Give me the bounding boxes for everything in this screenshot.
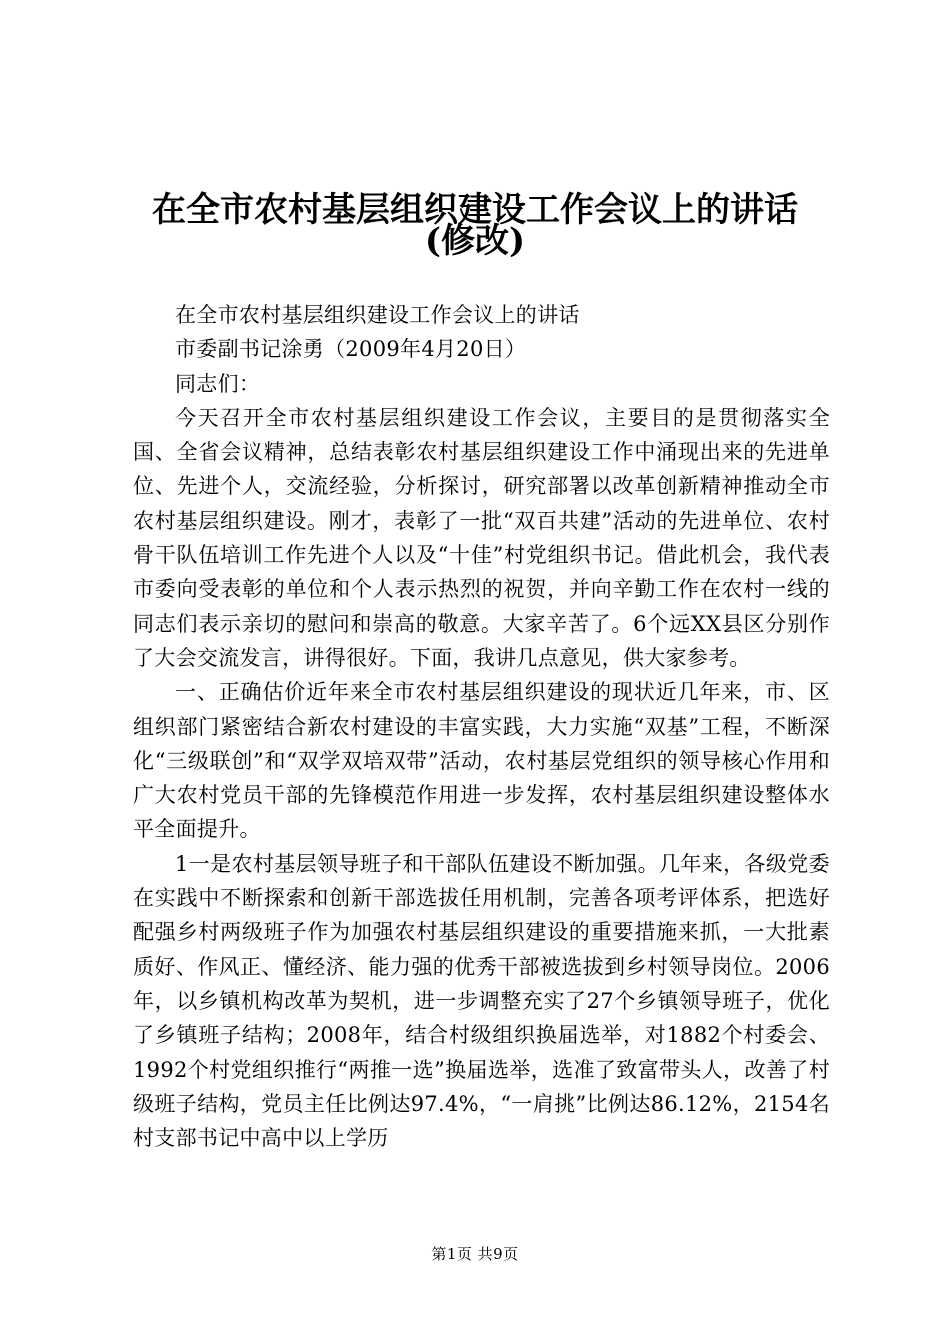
document-title-line1: 在全市农村基层组织建设工作会议上的讲话 [152, 190, 798, 230]
page-footer: 第1页 共9页 [431, 1245, 519, 1263]
document-body [133, 298, 830, 1155]
body-paragraph: 今天召开全市农村基层组织建设工作会议，主要目的是贯彻落实全国、全省会议精神，总结表彰农村基层组织建设工作中涌现出来的先进单位、先进个人，交流经验，分析探讨，研究部署以改革创新精神推动全市农村基层组织建设。刚才，表彰了一批“双百共建”活动的先进单位、农村骨干队伍培训工作先进个人以及“十佳”村党组织书记。借此机会，我代表市委向受表彰的单位和个人表示热烈的祝贺，并向辛勤工作在农村一线的同志们表示亲切的慰问和崇高的敬意。大家辛苦了。6个远XX县区分别作了大会交流发言，讲得很好。下面，我讲几点意见，供大家参考。 [133, 405, 830, 670]
body-paragraph: 在全市农村基层组织建设工作会议上的讲话 [175, 303, 580, 327]
document-title-line2: (修改) [424, 221, 526, 261]
body-paragraph: 一、正确估价近年来全市农村基层组织建设的现状近几年来，市、区组织部门紧密结合新农村建设的丰富实践，大力实施“双基”工程，不断深化“三级联创”和“双学双培双带”活动，农村基层党组织的领导核心作用和广大农村党员干部的先锋模范作用进一步发挥，农村基层组织建设整体水平全面提升。 [133, 680, 830, 842]
body-paragraph: 同志们： [175, 371, 261, 396]
body-paragraph: 1一是农村基层领导班子和干部队伍建设不断加强。几年来，各级党委在实践中不断探索和创新干部选拔任用机制，完善各项考评体系，把选好配强乡村两级班子作为加强农村基层组织建设的重要措施来抓，一大批素质好、作风正、懂经济、能力强的优秀干部被选拔到乡村领导岗位。2006年，以乡镇机构改革为契机，进一步调整充实了27个乡镇领导班子，优化了乡镇班子结构；2008年，结合村级组织换届选举，对1882个村委会、1992个村党组织推行“两推一选”换届选举，选准了致富带头人，改善了村级班子结构，党员主任比例达97.4%，“一肩挑”比例达86.12%，2154名村支部书记中高中以上学历 [133, 851, 830, 1151]
body-paragraph: 市委副书记涂勇（2009年4月20日） [175, 337, 527, 362]
